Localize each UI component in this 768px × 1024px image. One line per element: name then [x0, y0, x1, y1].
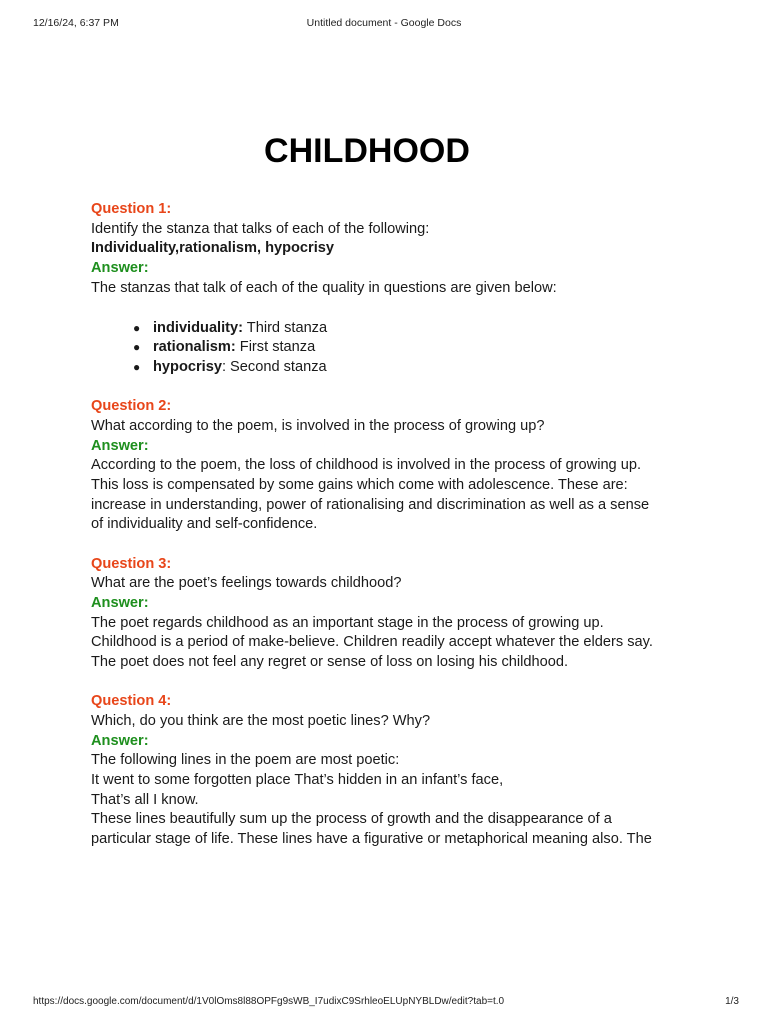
- list-item-term: hypocrisy: [153, 358, 222, 375]
- answer-2-line: According to the poem, the loss of childhood is involved in the process of growing up.: [91, 457, 642, 474]
- question-2-label: Question 2:: [91, 398, 172, 415]
- print-datetime: 12/16/24, 6:37 PM: [33, 17, 119, 29]
- question-3-label: Question 3:: [91, 555, 172, 572]
- question-4-text: Which, do you think are the most poetic lines? Why?: [91, 712, 431, 729]
- question-3-text: What are the poet’s feelings towards childhood?: [91, 575, 402, 592]
- answer-1-intro: The stanzas that talk of each of the quality in questions are given below:: [91, 279, 557, 296]
- question-1-terms: Individuality,rationalism, hypocrisy: [91, 240, 335, 257]
- answer-1-list: [91, 319, 691, 378]
- print-window-title: Untitled document - Google Docs: [306, 17, 462, 29]
- answer-2-line: This loss is compensated by some gains which come with adolescence. These are:: [91, 476, 628, 493]
- answer-4-label: Answer:: [91, 732, 149, 749]
- list-item: [133, 358, 691, 378]
- document-title: CHILDHOOD: [264, 132, 470, 170]
- print-url: https://docs.google.com/document/d/1V0lOms8l88OPFg9sWB_I7udixC9SrhleoELUpNYBLDw/edit?tab=t.0: [33, 996, 505, 1007]
- page-number: 1/3: [725, 996, 739, 1007]
- answer-3-line: The poet regards childhood as an important stage in the process of growing up.: [91, 614, 604, 631]
- answer-4-line: That’s all I know.: [91, 791, 199, 808]
- answer-3-label: Answer:: [91, 594, 149, 611]
- answer-4-line: The following lines in the poem are most poetic:: [91, 752, 400, 769]
- question-2-section: [91, 397, 691, 535]
- question-1-section: [91, 200, 691, 378]
- list-item-value: : Second stanza: [221, 358, 327, 375]
- bullet-icon: ●: [133, 340, 141, 355]
- question-1-label: Question 1:: [91, 201, 172, 217]
- question-4-section: [91, 692, 691, 850]
- print-footer: [0, 996, 768, 1010]
- print-header: [0, 17, 768, 31]
- question-2-text: What according to the poem, is involved in the process of growing up?: [91, 417, 545, 434]
- list-item-term: individuality:: [153, 319, 243, 336]
- document-body: [91, 127, 691, 869]
- question-3-section: [91, 555, 691, 673]
- question-4-label: Question 4:: [91, 693, 172, 710]
- answer-2-line: of individuality and self-confidence.: [91, 516, 318, 533]
- answer-1-label: Answer:: [91, 260, 149, 277]
- answer-4-line: particular stage of life. These lines have a figurative or metaphorical meaning also. The: [91, 831, 652, 848]
- answer-3-line: Childhood is a period of make-believe. Children readily accept whatever the elders say.: [91, 634, 653, 651]
- answer-2-line: increase in understanding, power of rationalising and discrimination as well as a sense: [91, 496, 650, 513]
- bullet-icon: ●: [133, 359, 141, 374]
- answer-2-label: Answer:: [91, 437, 149, 454]
- question-1-text: Identify the stanza that talks of each of the following:: [91, 220, 430, 237]
- list-item-term: rationalism:: [153, 339, 236, 356]
- answer-4-line: These lines beautifully sum up the process of growth and the disappearance of a: [91, 811, 612, 828]
- bullet-icon: ●: [133, 320, 141, 335]
- answer-4-line: It went to some forgotten place That’s hidden in an infant’s face,: [91, 772, 504, 789]
- list-item: [133, 319, 691, 339]
- list-item-value: Third stanza: [243, 319, 328, 336]
- list-item: [133, 338, 691, 358]
- list-item-value: First stanza: [235, 339, 316, 356]
- answer-3-line: The poet does not feel any regret or sense of loss on losing his childhood.: [91, 654, 569, 671]
